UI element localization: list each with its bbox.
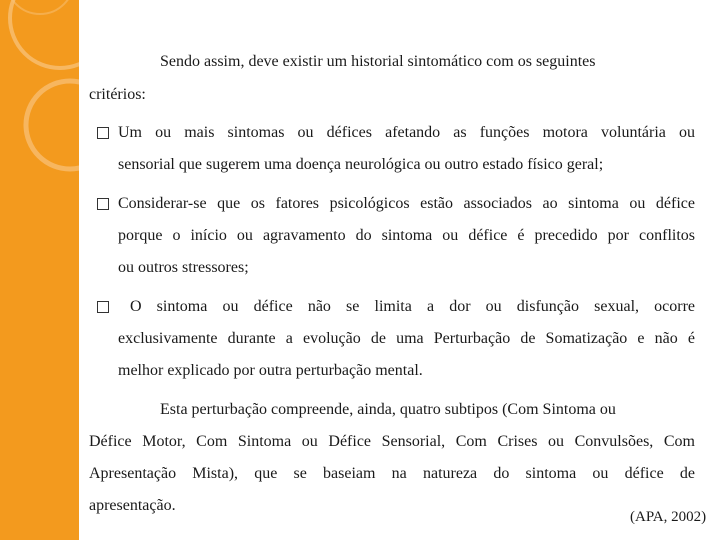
bullet-1-line-1: Um ou mais sintomas ou défices afetando as funções motora voluntária ou — [118, 124, 695, 141]
bullet-2-line-3: ou outros stressores; — [118, 259, 249, 276]
bullet-2-line-1: Considerar-se que os fatores psicológicos estão associados ao sintoma ou défice — [118, 195, 695, 212]
bullet-3-line-3: melhor explicado por outra perturbação mental. — [118, 362, 423, 379]
bullet-3-line-1: O sintoma ou défice não se limita a dor ou disfunção sexual, ocorre — [130, 298, 695, 315]
closing-line-1: Esta perturbação compreende, ainda, quatro subtipos (Com Sintoma ou — [160, 401, 616, 418]
bullet-3-line-2: exclusivamente durante a evolução de uma Perturbação de Somatização e não é — [118, 330, 695, 347]
closing-line-3: Apresentação Mista), que se baseiam na natureza do sintoma ou défice de — [89, 465, 695, 482]
box-bullet-icon — [97, 127, 109, 139]
box-bullet-icon — [97, 301, 109, 313]
bullet-2-line-2: porque o início ou agravamento do sintoma ou défice é precedido por conflitos — [118, 227, 695, 244]
closing-line-2: Défice Motor, Com Sintoma ou Défice Sensorial, Com Crises ou Convulsões, Com — [89, 433, 695, 450]
intro-line-1: Sendo assim, deve existir um historial sintomático com os seguintes — [160, 53, 596, 70]
intro-line-2: critérios: — [89, 86, 146, 103]
closing-line-4: apresentação. — [89, 497, 176, 514]
citation: (APA, 2002) — [630, 509, 707, 525]
box-bullet-icon — [97, 198, 109, 210]
bullet-1-line-2: sensorial que sugerem uma doença neurológica ou outro estado físico geral; — [118, 156, 604, 173]
